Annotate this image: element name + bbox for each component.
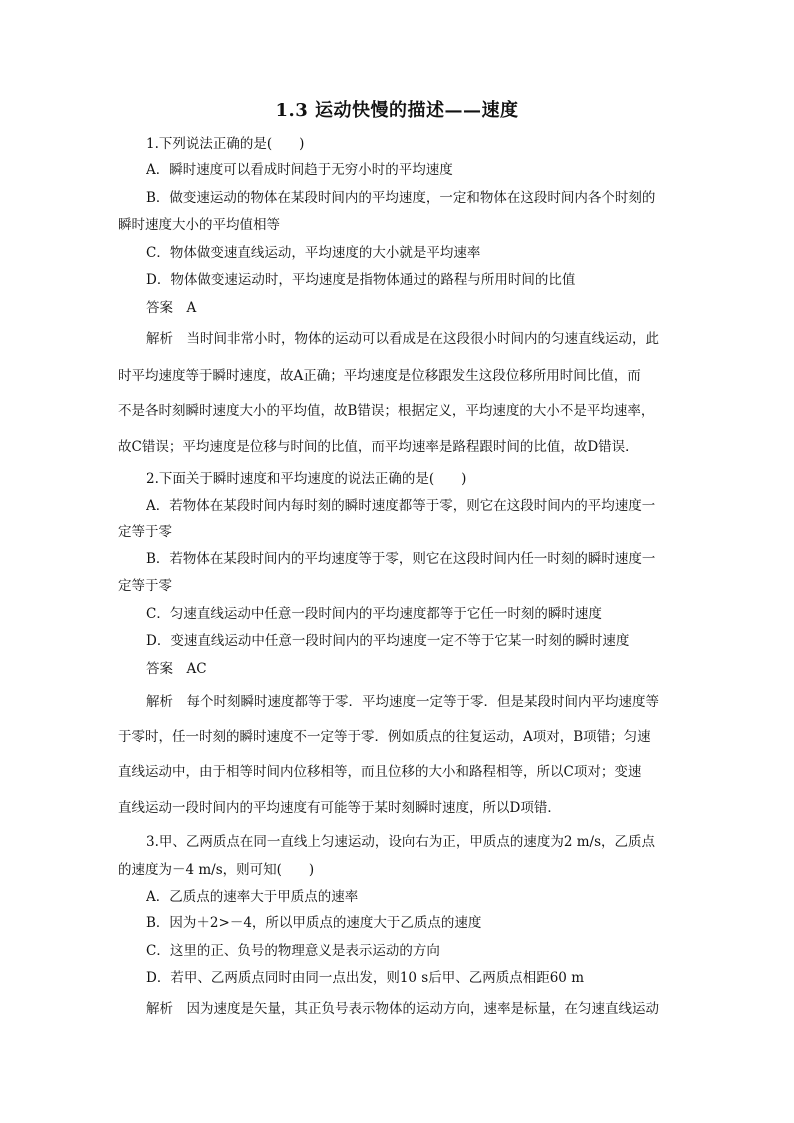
question-3-explanation: 解析 因为速度是矢量，其正负号表示物体的运动方向，速率是标量，在匀速直线运动	[146, 1001, 659, 1017]
question-1-option-b-cont: 瞬时速度大小的平均值相等	[118, 217, 280, 233]
question-1-stem: 1.下列说法正确的是( )	[146, 136, 305, 152]
question-2-option-d: D．变速直线运动中任意一段时间内的平均速度一定不等于它某一时刻的瞬时速度	[146, 633, 630, 649]
question-1-option-d: D．物体做变速运动时，平均速度是指物体通过的路程与所用时间的比值	[146, 272, 576, 288]
question-2-option-a: A．若物体在某段时间内每时刻的瞬时速度都等于零，则它在这段时间内的平均速度一	[146, 498, 656, 514]
question-2-option-c: C．匀速直线运动中任意一段时间内的平均速度都等于它任一时刻的瞬时速度	[146, 606, 602, 622]
question-3-option-c: C．这里的正、负号的物理意义是表示运动的方向	[146, 943, 440, 959]
question-3-stem-cont: 的速度为－4 m/s，则可知( )	[118, 862, 315, 878]
question-3-option-a: A．乙质点的速率大于甲质点的速率	[146, 889, 359, 905]
question-1-option-a: A．瞬时速度可以看成时间趋于无穷小时的平均速度	[146, 162, 453, 178]
question-3-option-b: B．因为＋2>－4，所以甲质点的速度大于乙质点的速度	[146, 915, 482, 931]
question-1-answer: 答案 A	[146, 300, 197, 316]
question-2-stem: 2.下面关于瞬时速度和平均速度的说法正确的是( )	[146, 471, 467, 487]
question-2-explanation-2: 于零时，任一时刻的瞬时速度不一定等于零．例如质点的往复运动，A项对，B项错；匀速	[118, 729, 651, 745]
question-1-explanation-2: 时平均速度等于瞬时速度，故A正确；平均速度是位移跟发生这段位移所用时间比值，而	[118, 368, 641, 384]
question-1-option-c: C．物体做变速直线运动，平均速度的大小就是平均速率	[146, 245, 481, 261]
question-2-option-a-cont: 定等于零	[118, 524, 172, 540]
question-3-stem: 3.甲、乙两质点在同一直线上匀速运动，设向右为正，甲质点的速度为2 m/s，乙质点	[146, 834, 656, 850]
question-3-option-d: D．若甲、乙两质点同时由同一点出发，则10 s后甲、乙两质点相距60 m	[146, 970, 584, 986]
question-1-explanation-4: 故C错误；平均速度是位移与时间的比值，而平均速率是路程跟时间的比值，故D错误．	[118, 439, 639, 455]
question-2-explanation: 解析 每个时刻瞬时速度都等于零．平均速度一定等于零．但是某段时间内平均速度等	[146, 694, 659, 710]
question-2-option-b-cont: 定等于零	[118, 578, 172, 594]
question-1-option-b: B．做变速运动的物体在某段时间内的平均速度，一定和物体在这段时间内各个时刻的	[146, 190, 656, 206]
question-1-explanation-3: 不是各时刻瞬时速度大小的平均值，故B错误；根据定义，平均速度的大小不是平均速率，	[118, 403, 655, 419]
page-title: 1.3 运动快慢的描述——速度	[275, 100, 519, 121]
question-2-option-b: B．若物体在某段时间内的平均速度等于零，则它在这段时间内任一时刻的瞬时速度一	[146, 551, 656, 567]
question-2-explanation-4: 直线运动一段时间内的平均速度有可能等于某时刻瞬时速度，所以D项错．	[118, 800, 561, 816]
question-2-explanation-3: 直线运动中，由于相等时间内位移相等，而且位移的大小和路程相等，所以C项对；变速	[118, 764, 642, 780]
question-1-explanation: 解析 当时间非常小时，物体的运动可以看成是在这段很小时间内的匀速直线运动，此	[146, 331, 659, 347]
question-2-answer: 答案 AC	[146, 661, 207, 677]
